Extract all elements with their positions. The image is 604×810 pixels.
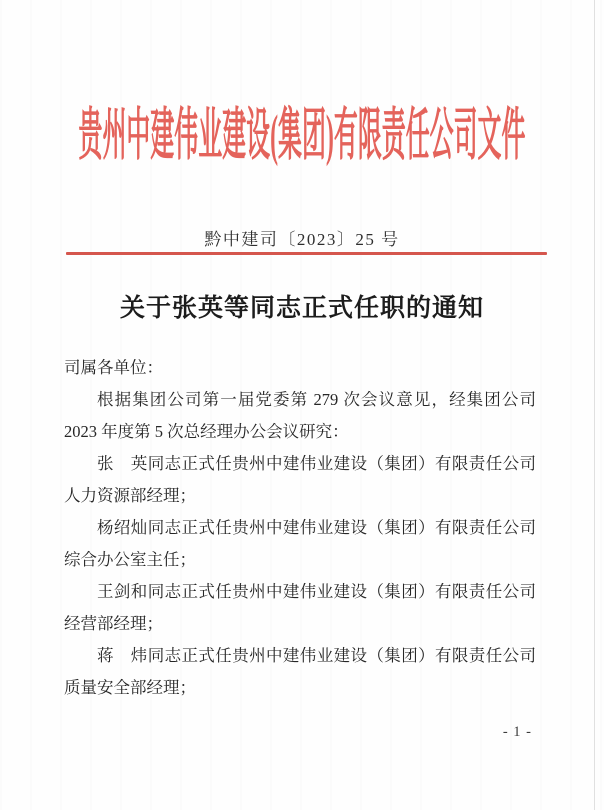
document-number: 黔中建司〔2023〕25 号 [204, 230, 400, 249]
document-title: 关于张英等同志正式任职的通知 [119, 295, 484, 322]
paragraph: 王剑和同志正式任贵州中建伟业建设（集团）有限责任公司经营部经理； [64, 582, 536, 633]
paragraph: 张 英同志正式任贵州中建伟业建设（集团）有限责任公司人力资源部经理； [64, 454, 536, 505]
page-number: - 1 - [502, 724, 532, 740]
paragraph: 杨绍灿同志正式任贵州中建伟业建设（集团）有限责任公司综合办公室主任； [64, 518, 536, 569]
red-header [0, 104, 604, 168]
company-file-header: 贵州中建伟业建设(集团)有限责任公司文件 [78, 104, 526, 167]
salutation-line: 司属各单位： [64, 358, 163, 377]
document-body [64, 352, 536, 704]
red-separator-rule [66, 252, 547, 255]
scan-edge-line [594, 0, 595, 810]
paragraph: 蒋 炜同志正式任贵州中建伟业建设（集团）有限责任公司质量安全部经理； [64, 646, 536, 697]
paragraph: 根据集团公司第一届党委第 279 次会议意见，经集团公司 2023 年度第 5 次总经理办公会议研究： [64, 390, 536, 441]
